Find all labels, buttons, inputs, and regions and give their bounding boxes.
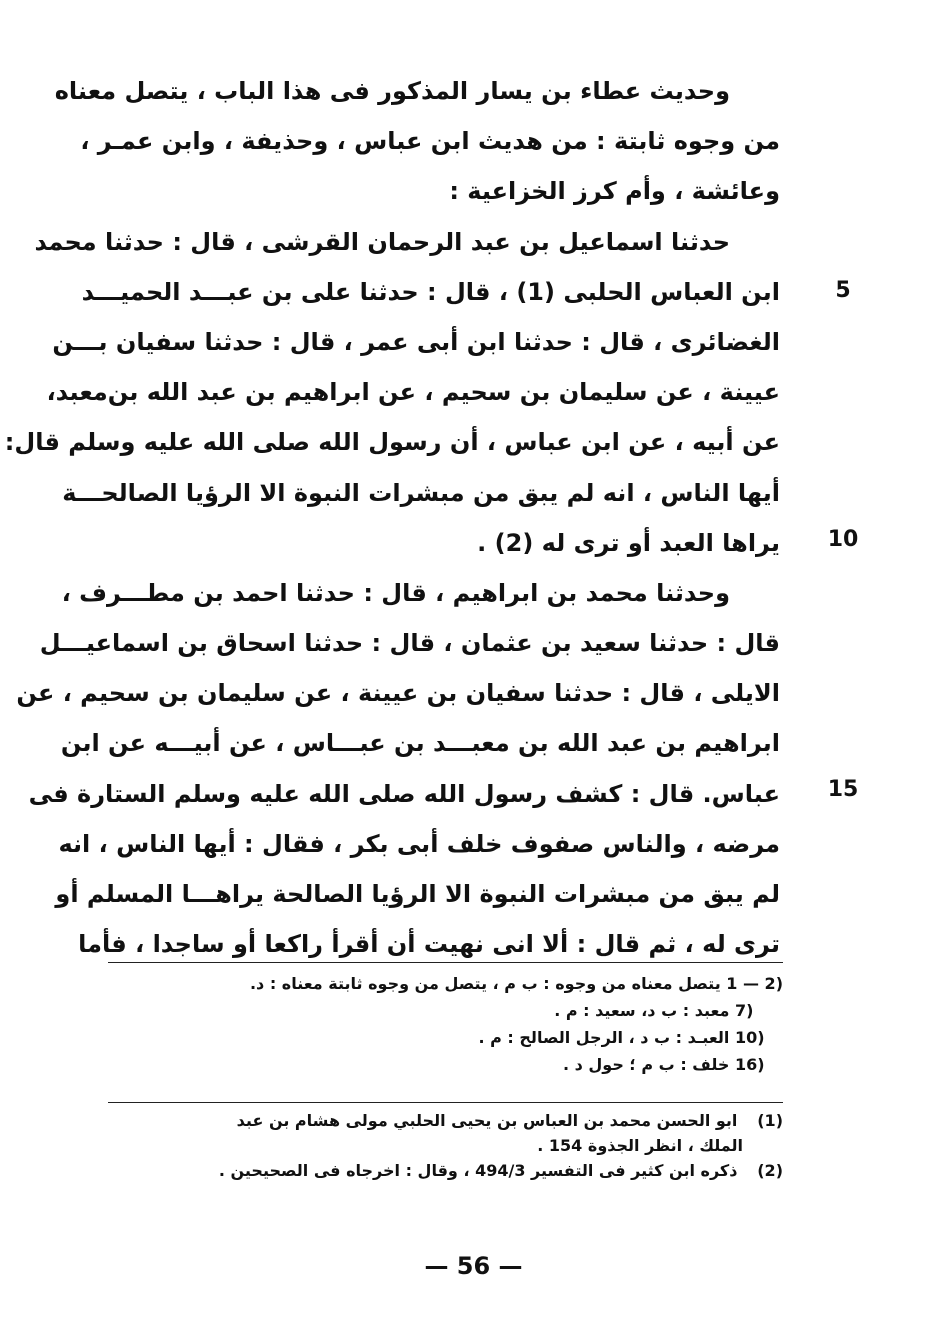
text-line: وحديث عطاء بن يسار المذكور فى هذا الباب ، يتصل معناه xyxy=(54,77,730,105)
variant-readings xyxy=(108,970,783,1078)
line-number: 10 xyxy=(827,527,859,552)
line-number: 5 xyxy=(835,278,851,303)
footnote-text: ابو الحسن محمد بن العباس بن يحيى الحلبي مولى هشام بن عبد xyxy=(236,1111,738,1130)
text-line: أيها الناس ، انه لم يبق من مبشرات النبوة الا الرؤيا الصالحـــة xyxy=(62,478,780,507)
text-line: من وجوه ثابتة : من هديث ابن عباس ، وحذيفة ، وابن عمـر ، xyxy=(80,127,780,156)
footnote-continuation: الملك ، انظر الجذوة 154 . xyxy=(537,1136,743,1155)
text-line: عباس. قال : كشف رسول الله صلى الله عليه وسلم الستارة فى xyxy=(28,779,780,808)
text-line: ترى له ، ثم قال : ألا انى نهيت أن أقرأ راكعا أو ساجدا ، فأما xyxy=(78,930,780,959)
variant-row xyxy=(108,970,783,997)
text-line: الايلى ، قال : حدثنا سفيان بن عيينة ، عن سليمان بن سحيم ، عن xyxy=(16,679,780,708)
footnote-text: ذكره ابن كثير فى التفسير 494/3 ، وقال : اخرجاه فى الصحيحين . xyxy=(218,1161,738,1180)
variants-separator xyxy=(108,962,783,963)
variant-text: يتصل معناه من وجوه : ب م ، يتصل من وجوه ثابتة معناه : د. xyxy=(249,974,721,993)
footnote-number: (1) xyxy=(757,1111,783,1130)
main-text-block xyxy=(4,66,780,969)
text-line: يراها العبد أو ترى له (2) . xyxy=(477,528,780,557)
text-line: لم يبق من مبشرات النبوة الا الرؤيا الصالحة يراهـــا المسلم أو xyxy=(55,880,780,908)
variant-number: 1 — 2) xyxy=(726,974,783,993)
line-number: 15 xyxy=(827,777,859,802)
text-line: عن أبيه ، عن ابن عباس ، أن رسول الله صلى الله عليه وسلم قال: xyxy=(4,428,780,457)
variant-row xyxy=(108,1051,783,1078)
text-line: ابن العباس الحلبى (1) ، قال : حدثنا على بن عبـــد الحميـــد xyxy=(81,277,780,306)
text-line: مرضه ، والناس صفوف خلف أبى بكر ، فقال : أيها الناس ، انه xyxy=(58,829,780,858)
footnote xyxy=(108,1158,783,1183)
footnote xyxy=(108,1108,783,1158)
variant-number: 7) xyxy=(735,1001,754,1020)
text-line: الغضائرى ، قال : حدثنا ابن أبى عمر ، قال : حدثنا سفيان بـــن xyxy=(52,327,780,356)
variant-number: 10) xyxy=(735,1028,765,1047)
text-line: عيينة ، عن سليمان بن سحيم ، عن ابراهيم بن عبد الله بن‌معبد، xyxy=(46,378,780,407)
footnotes-separator xyxy=(108,1102,783,1103)
variant-text: العبـد : ب د ، الرجل الصالح : م . xyxy=(478,1028,730,1047)
text-line: حدثنا اسماعيل بن عبد الرحمان القرشى ، قال : حدثنا محمد xyxy=(34,227,730,256)
text-line: ابراهيم بن عبد الله بن معبـــد بن عبـــاس ، عن أبيـــه عن ابن xyxy=(60,729,780,758)
variant-text: خلف : ب م ؛ حول د . xyxy=(562,1055,730,1074)
footnotes xyxy=(108,1108,783,1183)
text-line: قال : حدثنا سعيد بن عثمان ، قال : حدثنا اسحاق بن اسماعيـــل xyxy=(39,629,780,658)
text-line: وحدثنا محمد بن ابراهيم ، قال : حدثنا احمد بن مطـــرف ، xyxy=(61,578,730,607)
variant-text: معبد : ب د، سعيد : م . xyxy=(554,1001,730,1020)
page-number: — 56 — xyxy=(424,1252,523,1280)
variant-row xyxy=(108,1024,783,1051)
variant-number: 16) xyxy=(735,1055,765,1074)
text-line: وعائشة ، وأم كرز الخزاعية : xyxy=(449,177,780,206)
variant-row xyxy=(108,997,783,1024)
footnote-number: (2) xyxy=(757,1161,783,1180)
